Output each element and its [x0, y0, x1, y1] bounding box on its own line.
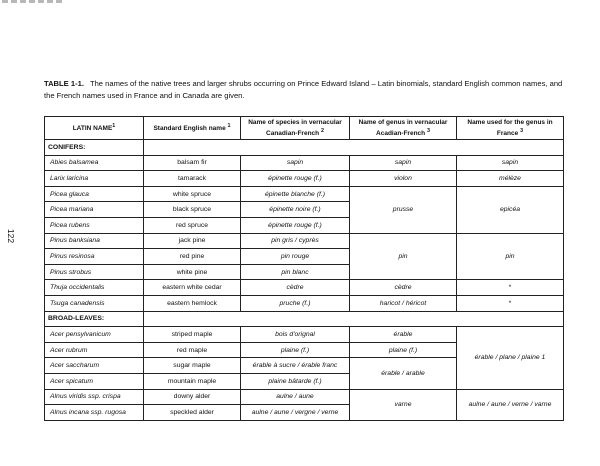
english-name: red spruce	[144, 217, 241, 233]
canadian-name: plaine (f.)	[241, 342, 350, 358]
france-name: érable / plane / plaine 1	[457, 327, 564, 389]
header-english: Standard English name $^1$	[144, 117, 241, 140]
table-row	[45, 295, 564, 311]
acadian-name: varne	[350, 389, 457, 420]
acadian-name: plaine (f.)	[350, 342, 457, 358]
header-latin: LATIN NAME$^1$	[45, 117, 144, 140]
latin-name: Picea rubens	[45, 217, 144, 233]
table-row	[45, 186, 564, 202]
english-name: sugar maple	[144, 358, 241, 374]
latin-name: Thuja occidentalis	[45, 280, 144, 296]
english-name: speckled alder	[144, 405, 241, 421]
acadian-name: pin	[350, 233, 457, 280]
france-name: sapin	[457, 155, 564, 171]
table-row	[45, 389, 564, 405]
english-name: white pine	[144, 264, 241, 280]
canadian-name: plaine bâtarde (f.)	[241, 373, 350, 389]
section-label-conifers: CONIFERS:	[45, 140, 144, 156]
canadian-name: aulne / aune / vergne / verne	[241, 405, 350, 421]
section-label-broadleaves: BROAD-LEAVES:	[45, 311, 144, 327]
latin-name: Acer saccharum	[45, 358, 144, 374]
acadian-name: sapin	[350, 155, 457, 171]
france-name: epicéa	[457, 186, 564, 233]
header-row	[45, 117, 564, 140]
canadian-name: érable à sucre / érable franc	[241, 358, 350, 374]
table-row	[45, 171, 564, 187]
page-number: 122	[6, 228, 16, 244]
canadian-name: pin gris / cyprès	[241, 233, 350, 249]
latin-name: Picea glauca	[45, 186, 144, 202]
france-name: *	[457, 295, 564, 311]
france-name: *	[457, 280, 564, 296]
header-canadian: Name of species in vernacular Canadian-French $^2$	[241, 117, 350, 140]
latin-name: Acer spicatum	[45, 373, 144, 389]
canadian-name: pin rouge	[241, 249, 350, 265]
english-name: eastern hemlock	[144, 295, 241, 311]
latin-name: Acer pensylvanicum	[45, 327, 144, 343]
latin-name: Picea mariana	[45, 202, 144, 218]
english-name: black spruce	[144, 202, 241, 218]
latin-name: Pinus resinosa	[45, 249, 144, 265]
canadian-name: sapin	[241, 155, 350, 171]
english-name: tamarack	[144, 171, 241, 187]
canadian-name: aulne / aune	[241, 389, 350, 405]
latin-name: Pinus strobus	[45, 264, 144, 280]
acadian-name: violon	[350, 171, 457, 187]
english-name: striped maple	[144, 327, 241, 343]
english-name: white spruce	[144, 186, 241, 202]
canadian-name: pruche (f.)	[241, 295, 350, 311]
species-table	[44, 116, 564, 421]
latin-name: Pinus banksiana	[45, 233, 144, 249]
english-name: downy alder	[144, 389, 241, 405]
acadian-name: érable / arable	[350, 358, 457, 389]
canadian-name: épinette noire (f.)	[241, 202, 350, 218]
english-name: jack pine	[144, 233, 241, 249]
caption-text: The names of the native trees and larger shrubs occurring on Prince Edward Island – Latin binomials, standard English common names, and the French names used in France and in Canada are given.	[44, 79, 563, 100]
header-acadian: Name of genus in vernacular Acadian-French $^3$	[350, 117, 457, 140]
section-row-conifers	[45, 140, 564, 156]
table-row	[45, 327, 564, 343]
table-row	[45, 280, 564, 296]
acadian-name: prusse	[350, 186, 457, 233]
english-name: red pine	[144, 249, 241, 265]
acadian-name: cèdre	[350, 280, 457, 296]
table-row	[45, 155, 564, 171]
canadian-name: cèdre	[241, 280, 350, 296]
latin-name: Tsuga canadensis	[45, 295, 144, 311]
acadian-name: haricot / héricot	[350, 295, 457, 311]
english-name: balsam fir	[144, 155, 241, 171]
section-row-broadleaves	[45, 311, 564, 327]
canadian-name: bois d'orignal	[241, 327, 350, 343]
france-name: aulne / aune / verne / varne	[457, 389, 564, 420]
latin-name: Acer rubrum	[45, 342, 144, 358]
table-caption	[44, 78, 564, 102]
acadian-name: érable	[350, 327, 457, 343]
caption-label: TABLE 1-1.	[44, 79, 84, 88]
table-row	[45, 233, 564, 249]
english-name: eastern white cedar	[144, 280, 241, 296]
latin-name: Alnus viridis ssp. crispa	[45, 389, 144, 405]
canadian-name: épinette rouge (f.)	[241, 217, 350, 233]
english-name: mountain maple	[144, 373, 241, 389]
canadian-name: épinette rouge (f.)	[241, 171, 350, 187]
canadian-name: pin blanc	[241, 264, 350, 280]
canadian-name: épinette blanche (f.)	[241, 186, 350, 202]
english-name: red maple	[144, 342, 241, 358]
latin-name: Larix laricina	[45, 171, 144, 187]
france-name: mélèze	[457, 171, 564, 187]
latin-name: Alnus incana ssp. rugosa	[45, 405, 144, 421]
france-name: pin	[457, 233, 564, 280]
latin-name: Abies balsamea	[45, 155, 144, 171]
header-france: Name used for the genus in France $^3$	[457, 117, 564, 140]
scan-edge-mark	[2, 0, 62, 3]
